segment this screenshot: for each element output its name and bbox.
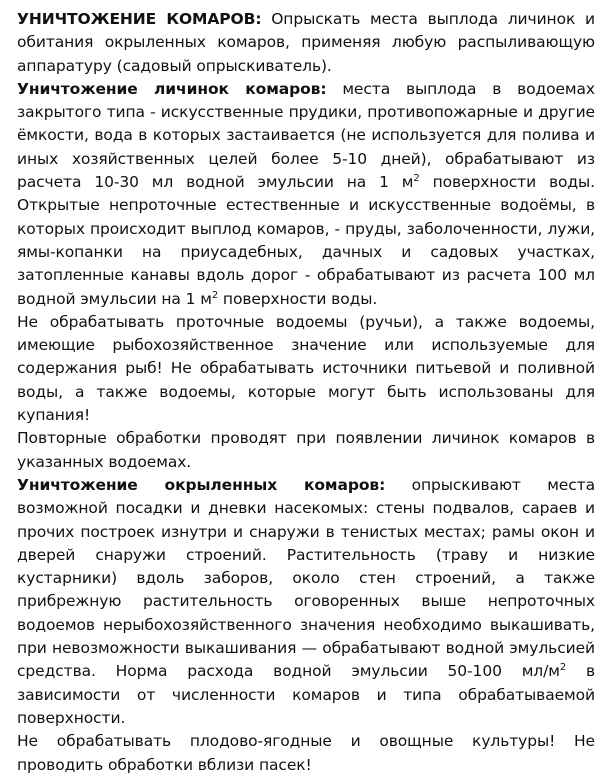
warning-crops-paragraph: Не обрабатывать плодово-ягодные и овощные культуры! Не проводить обработки вблизи пасек! — [17, 732, 595, 774]
adults-paragraph — [17, 474, 595, 730]
square-superscript: 2 — [211, 289, 219, 301]
adults-text: опрыскивают места возможной посадки и дневки насекомых: стены подвалов, сараев и прочих построек изнутри и снаружи в тенистых местах; рамы окон и дверей снаружи строений. Растительность (траву и низкие кустарники) вдоль заборов, около стен строений, а также прибрежную растительность оговоренных выше непроточных водоемов нерыбохозяйственного значения необходимо выкашивать, при невозможности выкашивания — обрабатывают водной эмульсией средства. Норма расхода водной эмульсии 50-100 мл/м — [17, 475, 595, 681]
larvae-paragraph — [17, 78, 595, 311]
repeat-treatment-paragraph: Повторные обработки проводят при появлении личинок комаров в указанных водоемах. — [17, 429, 595, 471]
larvae-text: места выплода в водоемах закрытого типа - искусственные прудики, противопожарные и другие ёмкости, вода в которых застаивается (не используется для полива и иных хозяйственных целей более 5-10 дней), обрабатывают из расчета 10-30 мл водной эмульсии на 1 м — [17, 79, 595, 192]
larvae-heading: Уничтожение личинок комаров: — [17, 79, 327, 98]
adults-heading: Уничтожение окрыленных комаров: — [17, 475, 386, 494]
square-superscript: 2 — [559, 662, 567, 674]
document-title: УНИЧТОЖЕНИЕ КОМАРОВ: — [17, 10, 262, 28]
intro-text: Опрыскать места выплода личинок и обитания окрыленных комаров, применяя любую распыливающую аппаратуру (садовый опрыскиватель). — [17, 10, 595, 75]
warning-water-paragraph: Не обрабатывать проточные водоемы (ручьи), а также водоемы, имеющие рыбохозяйственное значение или используемые для содержания рыб! Не обрабатывать источники питьевой и поливной воды, а также водоемы, которые могут быть использованы для купания! — [17, 312, 595, 425]
square-superscript: 2 — [413, 172, 420, 184]
instruction-document — [17, 8, 595, 777]
larvae-text: поверхности воды. — [218, 289, 378, 308]
intro-paragraph — [17, 8, 595, 78]
adults-text: в зависимости от численности комаров и типа обрабатываемой поверхности. — [17, 662, 595, 727]
larvae-text: поверхности воды. Открытые непроточные естественные и искусственные водоёмы, в которых происходит выплод комаров, - пруды, заболоченности, лужи, ямы-копанки на приусадебных, дачных и садовых участках, затопленные канавы вдоль дорог - обрабатывают из расчета 100 мл водной эмульсии на 1 м — [17, 173, 595, 308]
